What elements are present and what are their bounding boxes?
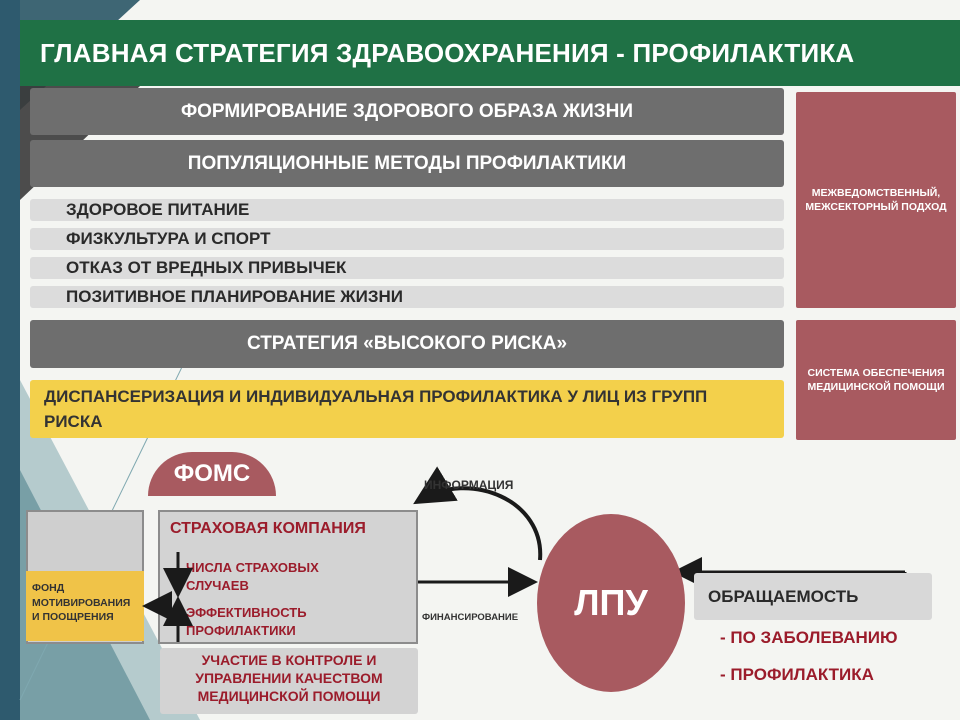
arrow-information — [420, 488, 540, 560]
population-item-sport: ФИЗКУЛЬТУРА И СПОРТ — [30, 228, 784, 250]
financing-label: ФИНАНСИРОВАНИЕ — [422, 612, 519, 623]
appeal-item-disease: - ПО ЗАБОЛЕВАНИЮ — [720, 628, 898, 647]
population-item-habits: ОТКАЗ ОТ ВРЕДНЫХ ПРИВЫЧЕК — [30, 257, 784, 279]
appeal-box: ОБРАЩАЕМОСТЬ — [694, 573, 932, 620]
lpu-circle: ЛПУ — [537, 514, 685, 692]
healthy-lifestyle-bar: ФОРМИРОВАНИЕ ЗДОРОВОГО ОБРАЗА ЖИЗНИ — [30, 88, 784, 135]
information-label: ИНФОРМАЦИЯ — [424, 478, 514, 492]
foms-label: ФОМС — [148, 452, 276, 496]
intersectoral-approach-box: МЕЖВЕДОМСТВЕННЫЙ, МЕЖСЕКТОРНЫЙ ПОДХОД — [796, 92, 956, 308]
population-item-nutrition: ЗДОРОВОЕ ПИТАНИЕ — [30, 199, 784, 221]
high-risk-strategy-bar: СТРАТЕГИЯ «ВЫСОКОГО РИСКА» — [30, 320, 784, 368]
population-methods-bar: ПОПУЛЯЦИОННЫЕ МЕТОДЫ ПРОФИЛАКТИКИ — [30, 140, 784, 187]
care-system-box: СИСТЕМА ОБЕСПЕЧЕНИЯ МЕДИЦИНСКОЙ ПОМОЩИ — [796, 320, 956, 440]
insurer-title: СТРАХОВАЯ КОМПАНИЯ — [170, 520, 366, 537]
appeal-item-prevention: - ПРОФИЛАКТИКА — [720, 665, 874, 684]
population-item-planning: ПОЗИТИВНОЕ ПЛАНИРОВАНИЕ ЖИЗНИ — [30, 286, 784, 308]
insurer-item-cases: ЧИСЛА СТРАХОВЫХ СЛУЧАЕВ — [186, 560, 319, 593]
insurer-item-efficiency: ЭФФЕКТИВНОСТЬ ПРОФИЛАКТИКИ — [186, 605, 307, 638]
page-title: ГЛАВНАЯ СТРАТЕГИЯ ЗДРАВООХРАНЕНИЯ - ПРОФИЛАКТИКА — [20, 20, 960, 86]
dispensary-box: ДИСПАНСЕРИЗАЦИЯ И ИНДИВИДУАЛЬНАЯ ПРОФИЛАКТИКА У ЛИЦ ИЗ ГРУПП РИСКА — [30, 380, 784, 438]
participation-box: УЧАСТИЕ В КОНТРОЛЕ И УПРАВЛЕНИИ КАЧЕСТВОМ МЕДИЦИНСКОЙ ПОМОЩИ — [160, 648, 418, 714]
fund-box: ФОНД МОТИВИРОВАНИЯ И ПООЩРЕНИЯ — [26, 571, 144, 641]
